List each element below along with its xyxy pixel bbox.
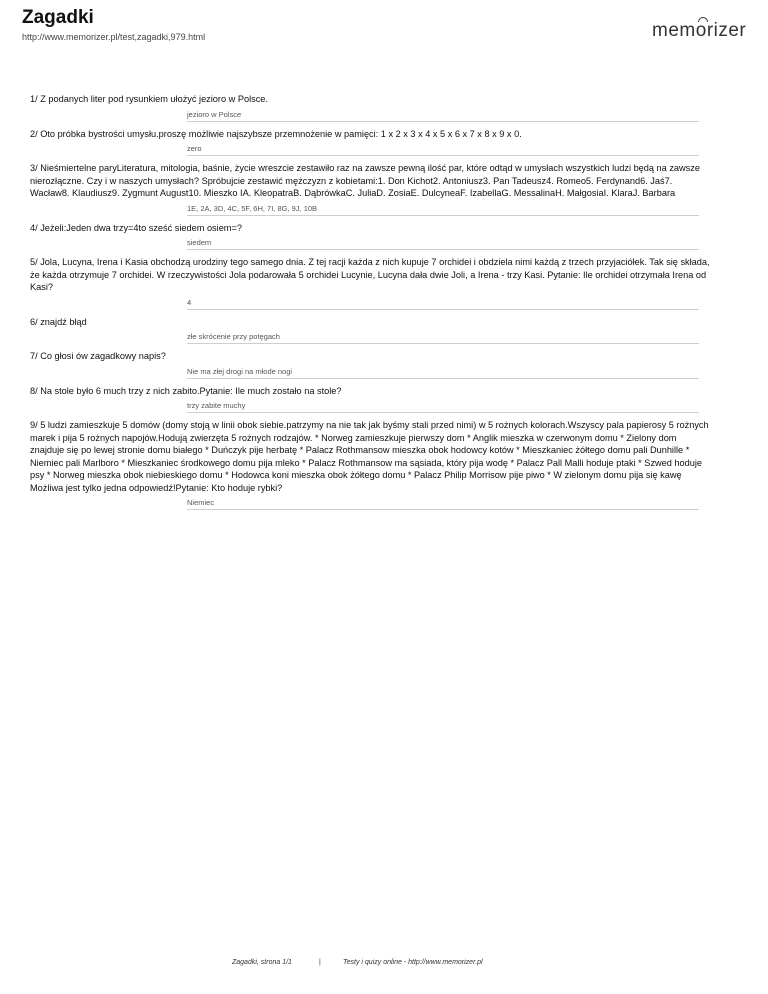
footer-separator: |	[319, 959, 321, 966]
answer: siedem	[187, 238, 699, 250]
question-6	[30, 316, 710, 345]
question-9	[30, 419, 710, 510]
memorizer-logo: memorizer	[652, 20, 747, 41]
answer: Nie ma złej drogi na młode nogi	[187, 367, 699, 379]
question-text: 4/ Jeżeli:Jeden dwa trzy=4to sześć siedem osiem=?	[30, 222, 242, 233]
logo-o-glyph: o	[695, 20, 707, 41]
answer: zero	[187, 144, 699, 156]
question-text: 1/ Z podanych liter pod rysunkiem ułożyć jezioro w Polsce.	[30, 94, 268, 104]
question-text: 7/ Co głosi ów zagadkowy napis?	[30, 351, 166, 361]
question-list	[30, 93, 710, 510]
question-7	[30, 350, 710, 379]
question-1	[30, 93, 710, 122]
question-text: 2/ Oto próbka bystrości umysłu.proszę możliwie najszybsze przemnożenie w pamięci: 1 x 2 x 3 x 4 x 5 x 6 x 7 x 8 x 9 x 0.	[30, 128, 522, 139]
question-text: 3/ Nieśmiertelne paryLiteratura, mitologia, baśnie, życie wreszcie zestawiło raz na zawsze pewną ilość par, które odtąd w umysłach wszystkich ludzi będą na zawsze nierozłączne. Czy i w naszych umysłach? Spróbujcie zestawić mężczyzn z kobietami:1. Don Kichot2. Antoniusz3. Pan Tadeusz4. Romeo5. Ferdynand6. Jaś7. Wacław8. Klaudiusz9. Zygmunt August10. Mieszko IA. KleopatraB. DąbrówkaC. JuliaD. ZosiaE. DulcyneaF. IzabellaG. MessalinaH. MałgosiaI. KlaraJ. Barbara	[30, 163, 700, 198]
answer: jezioro w Polsce	[187, 110, 699, 122]
question-text: 8/ Na stole było 6 much trzy z nich zabito.Pytanie: Ile much zostało na stole?	[30, 385, 342, 396]
answer: Niemiec	[187, 498, 699, 510]
question-text: 9/ 5 ludzi zamieszkuje 5 domów (domy stoją w linii obok siebie.patrzymy na nie tak jak byśmy stali przed nimi) w 5 rożnych kolorach.Wszyscy pala papierosy 5 rożnych marek i pija 5 rożnych napojów.Hodują zwierzęta 5 rożnych rodzajów. * Norweg zamieszkuje pierwszy dom * Anglik mieszka w czerwonym domu * Zielony dom znajduje się po lewej stronie domu białego * Duńczyk pije herbatę * Palacz Rothmansow mieszka obok hodowcy kotów * Mieszkaniec żółtego domu pali Dunhille * Niemiec pali Marlboro * Mieszkaniec środkowego domu pija mleko * Palacz Rothmansow ma sąsiada, który pija wodę * Palacz Pall Malli hoduje ptaki * Szwed hoduje psy * Norweg mieszka obok niebieskiego domu * Hodowca koni mieszka obok żółtego domu * Palacz Philip Morrisow pije piwo * W zielonym domu pija się kawę Możliwa jest tylko jedna odpowiedź!Pytanie: Kto hoduje rybki?	[30, 420, 709, 493]
document-title: Zagadki	[22, 7, 94, 28]
footer-tagline: Testy i quizy online - http://www.memorizer.pl	[343, 959, 483, 966]
footer-page-number: Zagadki, strona 1/1	[232, 959, 292, 966]
question-4	[30, 222, 710, 251]
question-5	[30, 256, 710, 310]
question-text: 6/ znajdź błąd	[30, 316, 87, 327]
question-2	[30, 128, 710, 157]
question-3	[30, 162, 710, 216]
question-8	[30, 385, 710, 414]
answer: złe skrócenie przy potęgach	[187, 332, 699, 344]
answer: trzy zabite muchy	[187, 401, 699, 413]
answer: 4	[187, 298, 699, 310]
answer: 1E, 2A, 3D, 4C, 5F, 6H, 7I, 8G, 9J, 10B	[187, 204, 699, 216]
source-url: http://www.memorizer.pl/test,zagadki,979.html	[22, 32, 206, 42]
question-text: 5/ Jola, Lucyna, Irena i Kasia obchodzą urodziny tego samego dnia. Z tej racji każda z nich kupuje 7 orchidei i obdziela nimi każdą z trzech przyjaciółek. Tak się składa, że każda otrzymuje 7 orchidei. W rzeczywistości Jola podarowała 5 orchidei Lucynie, Lucyna dała dwie Joli, a Irena - trzy Kasi. Pytanie: Ile orchidei otrzymała Irena od Kasi?	[30, 257, 710, 292]
